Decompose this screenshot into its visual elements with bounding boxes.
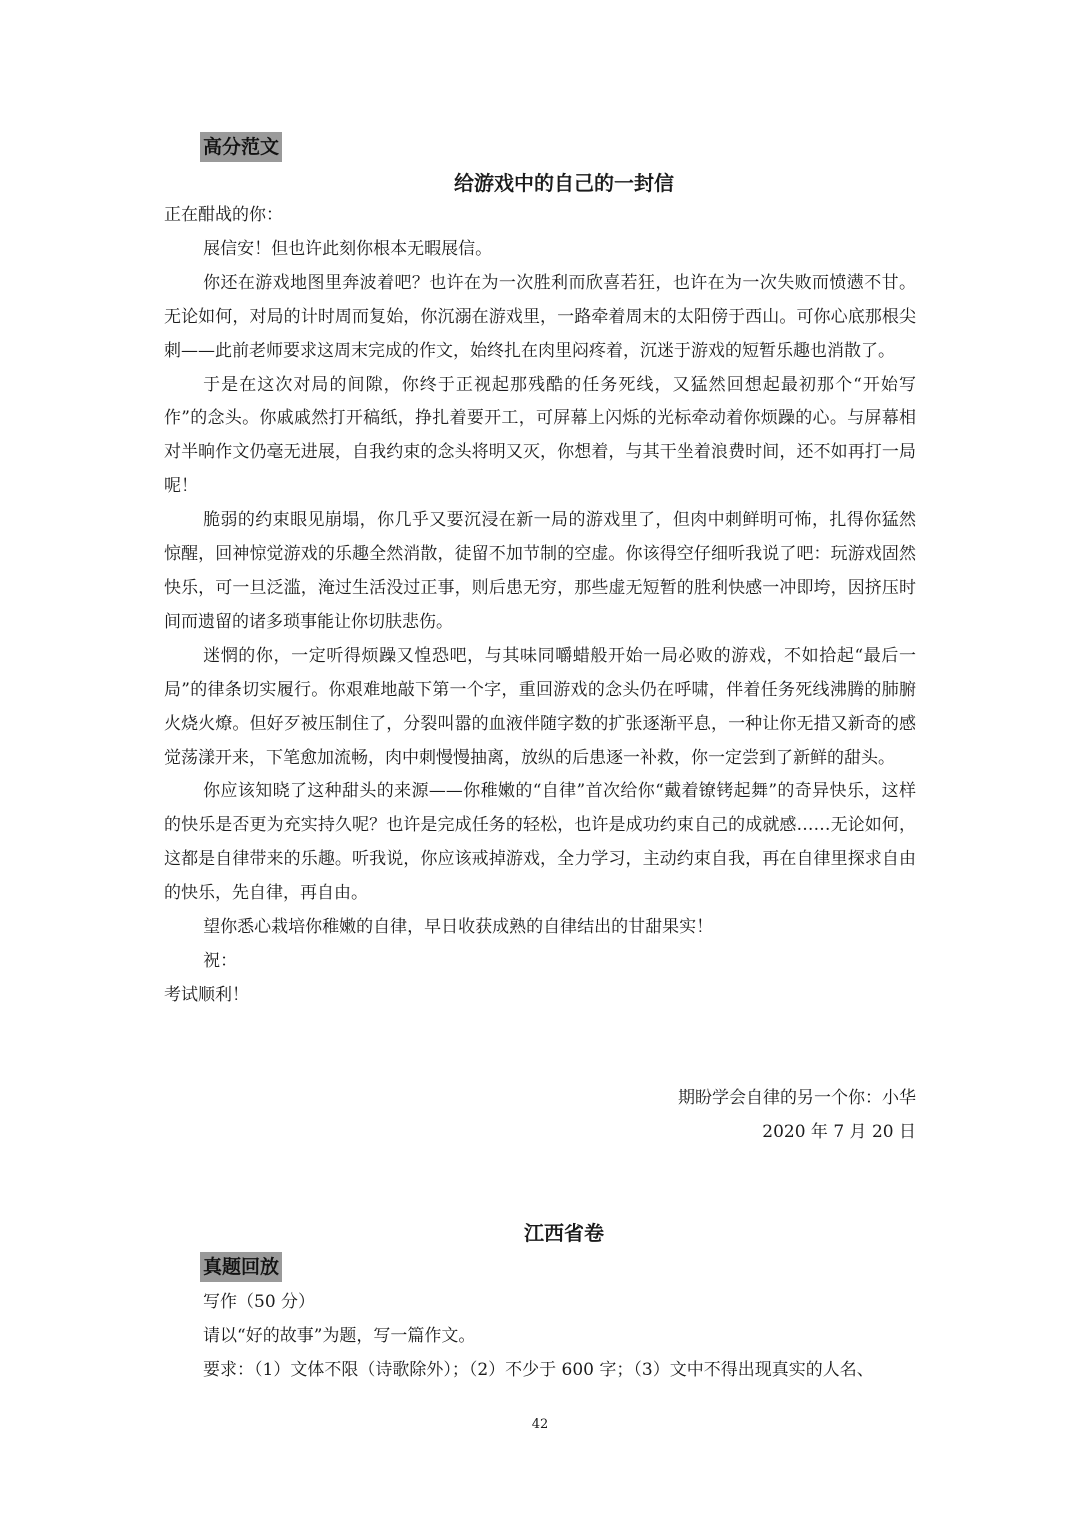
paragraph: 你应该知晓了这种甜头的来源——你稚嫩的“自律”首次给你“戴着镣铐起舞”的奇异快乐，这样的快乐是否更为充实持久呢？也许是完成任务的轻松，也许是成功约束自己的成就感……无论如何，这都是自律带来的乐趣。听我说，你应该戒掉游戏，全力学习，主动约束自我，再在自律里探求自由的快乐，先自律，再自由。 [164, 781, 916, 904]
paragraph: 望你悉心栽培你稚嫩的自律，早日收获成熟的自律结出的甘甜果实！ [203, 917, 714, 938]
paragraph: 你还在游戏地图里奔波着吧？也许在为一次胜利而欣喜若狂，也许在为一次失败而愤懑不甘。无论如何，对局的计时周而复始，你沉溺在游戏里，一路牵着周末的太阳傍于西山。可你心底那根尖刺——此前老师要求这周末完成的作文，始终扎在肉里闷疼着，沉迷于游戏的短暂乐趣也消散了。 [164, 272, 916, 361]
exam-line-writing: 写作（50 分） [203, 1292, 316, 1312]
signature: 期盼学会自律的另一个你：小华 [678, 1088, 916, 1108]
paragraph: 迷惘的你，一定听得烦躁又惶恐吧，与其味同嚼蜡般开始一局必败的游戏，不如拾起“最后一局”的律条切实履行。你艰难地敲下第一个字，重回游戏的念头仍在呼啸，伴着任务死线沸腾的肺腑火烧火燎。但好歹被压制住了，分裂叫嚣的血液伴随字数的扩张逐渐平息，一种让你无措又新奇的感觉荡漾开来，下笔愈加流畅，肉中刺慢慢抽离，放纵的后患逐一补救，你一定尝到了新鲜的甜头。 [164, 645, 916, 768]
exam-line-requirements: 要求：（1）文体不限（诗歌除外）；（2）不少于 600 字；（3）文中不得出现真实的人名、 [203, 1360, 874, 1380]
salutation: 正在酣战的你： [164, 205, 283, 225]
paragraph: 展信安！但也许此刻你根本无暇展信。 [203, 238, 493, 259]
section-title-jiangxi: 江西省卷 [524, 1221, 604, 1245]
essay-title: 给游戏中的自己的一封信 [454, 171, 674, 195]
section-tag-exam-review: 真题回放 [200, 1252, 282, 1282]
page-number: 42 [531, 1417, 549, 1432]
paragraph: 于是在这次对局的间隙，你终于正视起那残酷的任务死线，又猛然回想起最初那个“开始写作”的念头。你戚戚然打开稿纸，挣扎着要开工，可屏幕上闪烁的光标牵动着你烦躁的心。与屏幕相对半晌作文仍毫无进展，自我约束的念头将明又灭，你想着，与其干坐着浪费时间，还不如再打一局呢！ [164, 374, 916, 497]
closing-wish: 考试顺利！ [164, 984, 249, 1005]
paragraph: 脆弱的约束眼见崩塌，你几乎又要沉浸在新一局的游戏里了，但肉中刺鲜明可怖，扎得你猛然惊醒，回神惊觉游戏的乐趣全然消散，徒留不加节制的空虚。你该得空仔细听我说了吧：玩游戏固然快乐，可一旦泛滥，淹过生活没过正事，则后患无穷，那些虚无短暂的胜利快感一冲即垮，因挤压时间而遗留的诸多琐事能让你切肤悲伤。 [164, 510, 916, 632]
exam-line-prompt: 请以“好的故事”为题，写一篇作文。 [203, 1326, 476, 1346]
closing-zhu: 祝： [203, 950, 238, 971]
section-tag-high-score: 高分范文 [200, 132, 282, 162]
letter-date: 2020 年 7 月 20 日 [762, 1122, 916, 1142]
essay-body [164, 199, 916, 1013]
